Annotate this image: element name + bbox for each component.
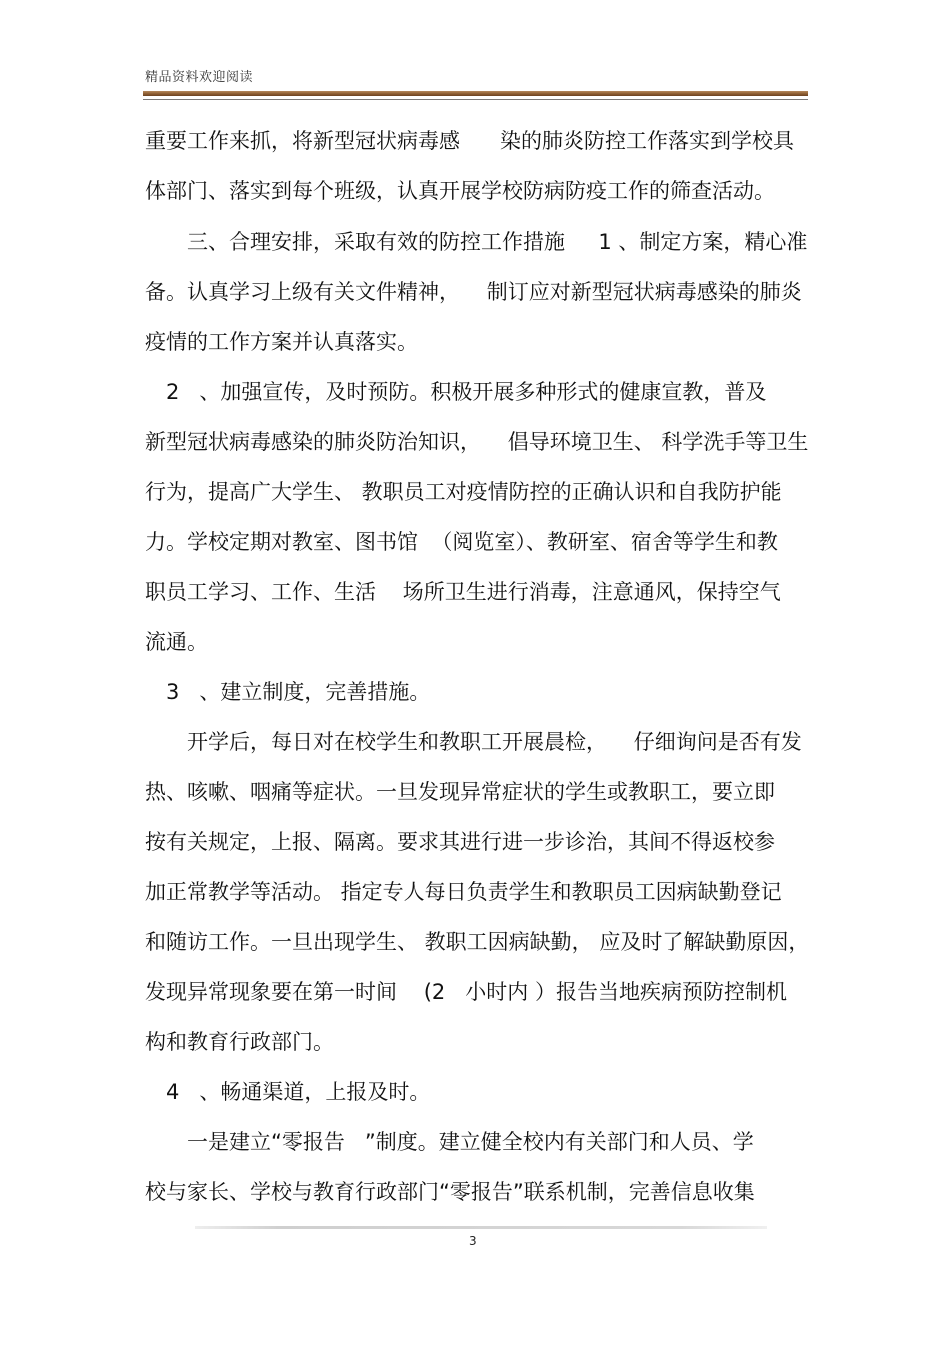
page-number: 3: [469, 1234, 477, 1248]
text-line: 疫情的工作方案并认真落实。: [145, 330, 418, 354]
text-line: 一是建立“零报告 ”制度。建立健全校内有关部门和人员、学: [187, 1130, 754, 1154]
text-line: 按有关规定，上报、隔离。要求其进行进一步诊治，其间不得返校参: [145, 830, 775, 854]
text-line: 三、合理安排，采取有效的防控工作措施 1 、制定方案，精心准: [187, 230, 808, 254]
text-line: 重要工作来抓，将新型冠状病毒感 染的肺炎防控工作落实到学校具: [145, 129, 795, 153]
text-line: 3 、建立制度，完善措施。: [166, 680, 431, 704]
text-line: 流通。: [145, 630, 208, 654]
footer-rule: [195, 1226, 767, 1229]
text-line: 发现异常现象要在第一时间 (2 小时内 ）报告当地疾病预防控制机: [145, 980, 787, 1004]
text-line: 体部门、落实到每个班级，认真开展学校防病防疫工作的筛查活动。: [145, 179, 775, 203]
text-line: 加正常教学等活动。 指定专人每日负责学生和教职员工因病缺勤登记: [145, 880, 782, 904]
text-line: 备。认真学习上级有关文件精神， 制订应对新型冠状病毒感染的肺炎: [145, 280, 802, 304]
text-line: 职员工学习、工作、生活 场所卫生进行消毒，注意通风，保持空气: [145, 580, 781, 604]
text-line: 4 、畅通渠道，上报及时。: [166, 1080, 431, 1104]
text-line: 行为，提高广大学生、 教职员工对疫情防控的正确认识和自我防护能: [145, 480, 782, 504]
text-line: 和随访工作。一旦出现学生、 教职工因病缺勤， 应及时了解缺勤原因，: [145, 930, 810, 954]
text-line: 2 、加强宣传，及时预防。积极开展多种形式的健康宣教，普及: [166, 380, 767, 404]
text-line: 构和教育行政部门。: [145, 1030, 334, 1054]
text-line: 热、咳嗽、咽痛等症状。一旦发现异常症状的学生或教职工，要立即: [145, 780, 775, 804]
text-line: 新型冠状病毒感染的肺炎防治知识， 倡导环境卫生、 科学洗手等卫生: [145, 430, 809, 454]
header-rule-thin: [143, 99, 808, 100]
text-line: 校与家长、学校与教育行政部门“零报告”联系机制，完善信息收集: [145, 1180, 755, 1204]
text-line: 力。学校定期对教室、图书馆 （阅览室）、教研室、宿舍等学生和教: [145, 530, 778, 554]
header-rule-thick: [143, 91, 808, 96]
header-title: 精品资料欢迎阅读: [145, 70, 254, 85]
text-line: 开学后，每日对在校学生和教职工开展晨检， 仔细询问是否有发: [187, 730, 802, 754]
